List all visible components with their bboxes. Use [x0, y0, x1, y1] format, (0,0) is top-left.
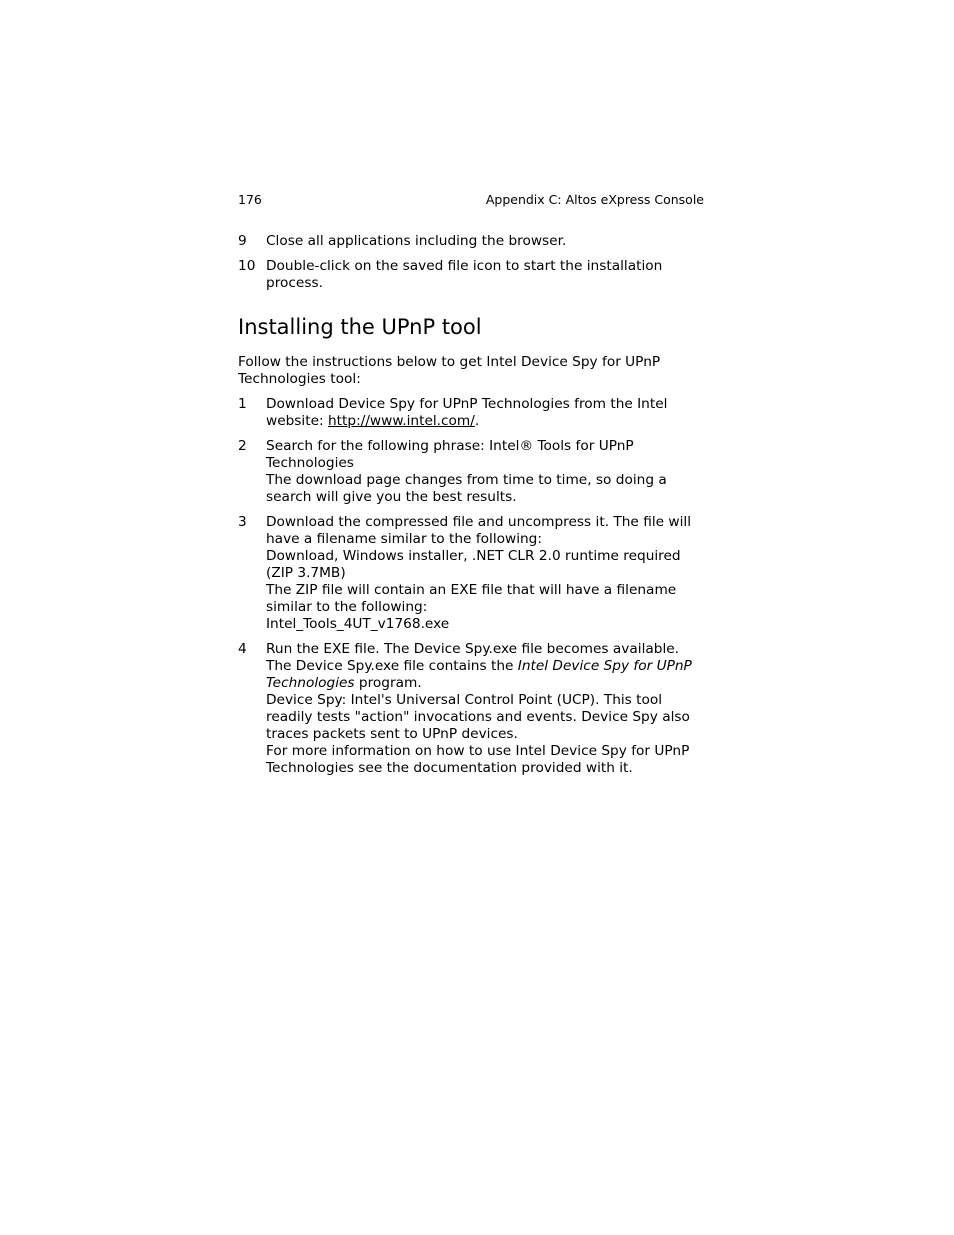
list-item [238, 438, 704, 506]
section-heading: Installing the UPnP tool [238, 315, 482, 339]
page-number: 176 [238, 192, 262, 207]
step-text [266, 641, 704, 692]
step-number: 2 [238, 438, 247, 454]
intel-website-link[interactable]: http://www.intel.com/ [328, 413, 475, 429]
step-note: The ZIP file will contain an EXE file that will have a filename similar to the following: [266, 582, 677, 615]
step-text-part: Download Device Spy for UPnP Technologies from the Intel website: [266, 396, 668, 429]
list-item [238, 258, 704, 292]
section-intro: Follow the instructions below to get Intel Device Spy for UPnP Technologies tool: [238, 354, 661, 387]
step-note: Device Spy: Intel's Universal Control Point (UCP). This tool readily tests "action" invocations and events. Device Spy also traces packets sent to UPnP devices. [266, 692, 690, 742]
step-text: Download the compressed file and uncompress it. The file will have a filename similar to the following: [266, 514, 692, 547]
list-item [238, 233, 704, 250]
filename-example: Intel_Tools_4UT_v1768.exe [266, 616, 450, 632]
program-name: Intel Device Spy for UPnP Technologies [266, 658, 692, 691]
step-number: 9 [238, 233, 247, 249]
step-note: The download page changes from time to time, so doing a search will give you the best results. [266, 472, 667, 505]
step-text [266, 396, 704, 430]
page-content [238, 233, 704, 785]
step-text: Double-click on the saved file icon to start the installation process. [266, 258, 663, 291]
step-text: Close all applications including the browser. [266, 233, 567, 249]
step-number: 10 [238, 258, 256, 274]
step-number: 1 [238, 396, 247, 412]
step-note: For more information on how to use Intel Device Spy for UPnP Technologies see the documentation provided with it. [266, 743, 690, 776]
step-number: 4 [238, 641, 247, 657]
step-number: 3 [238, 514, 247, 530]
step-text: Search for the following phrase: Intel® Tools for UPnP Technologies [266, 438, 634, 471]
list-item [238, 396, 704, 430]
step-text-part: . [474, 413, 480, 429]
step-text-part: program. [354, 675, 422, 691]
list-item [238, 641, 704, 777]
step-note: Download, Windows installer, .NET CLR 2.0 runtime required (ZIP 3.7MB) [266, 548, 681, 581]
step-text-part: Run the EXE file. The Device Spy.exe file becomes available. The Device Spy.exe file contains the [266, 641, 680, 674]
list-item [238, 514, 704, 633]
running-title: Appendix C: Altos eXpress Console [485, 192, 704, 207]
